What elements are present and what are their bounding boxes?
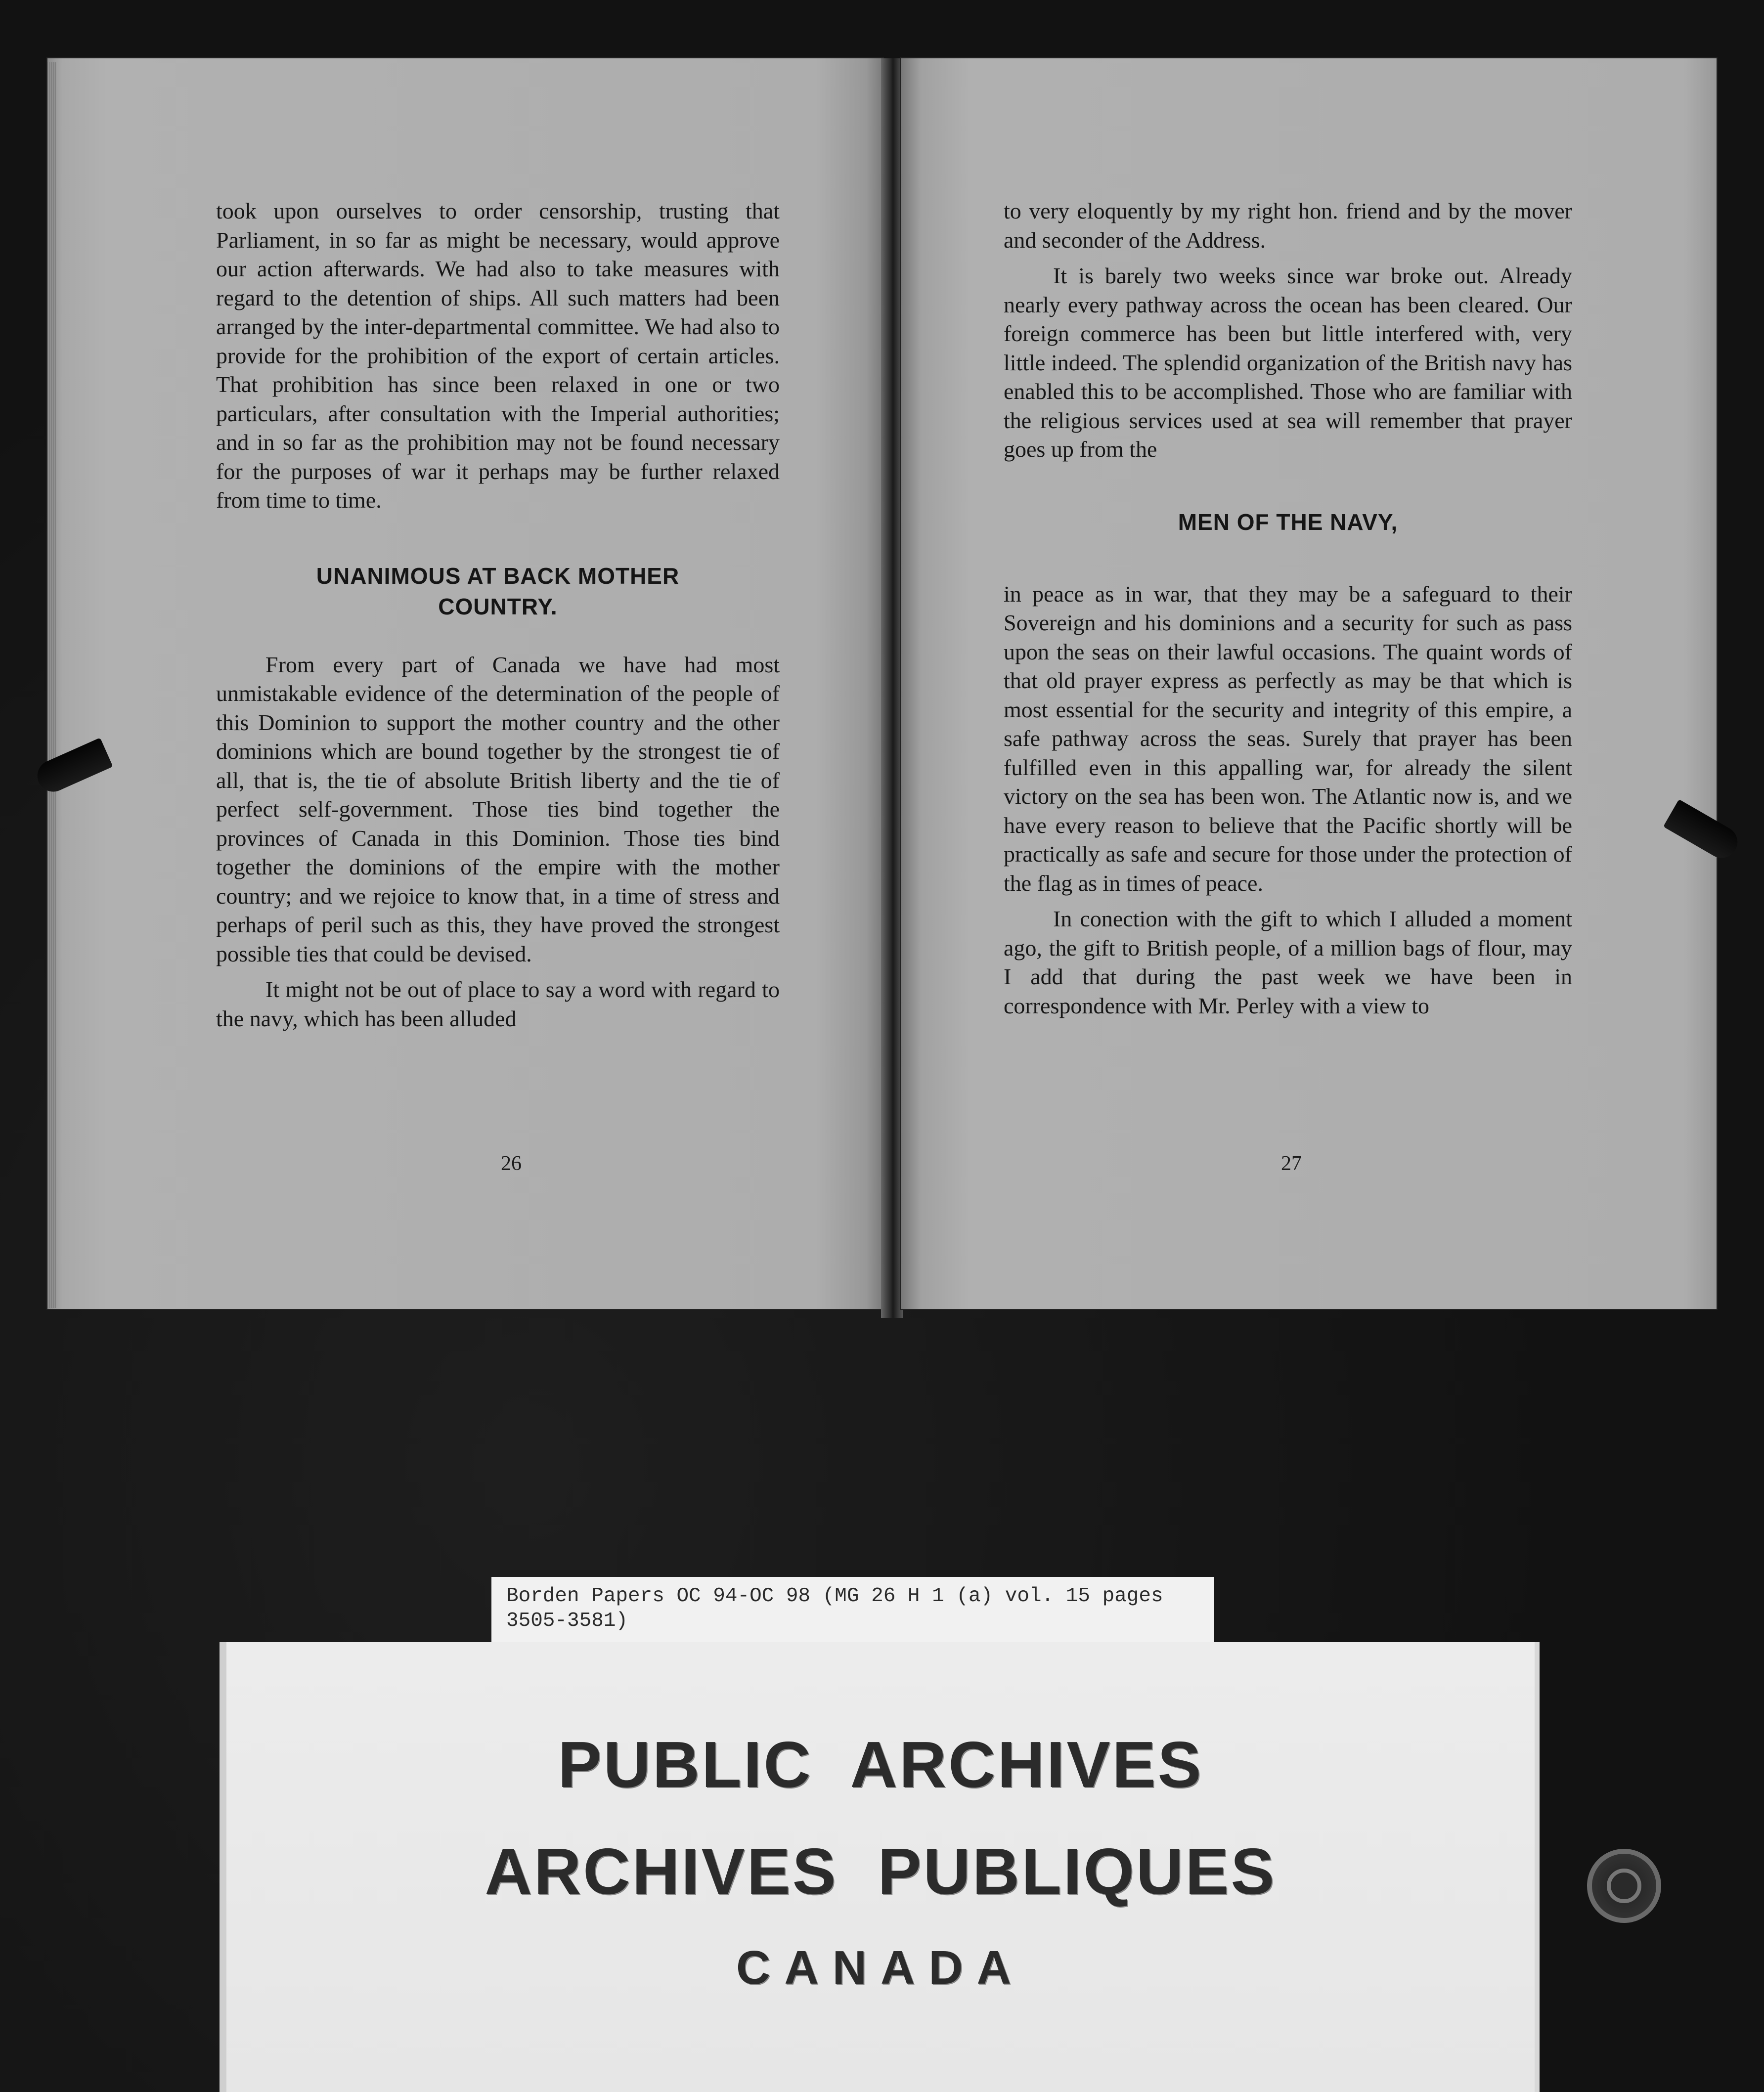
spacer bbox=[1004, 898, 1572, 905]
page-number-right: 27 bbox=[1281, 1152, 1302, 1175]
left-section-heading bbox=[216, 561, 780, 622]
left-heading-line-2: COUNTRY. bbox=[438, 593, 558, 619]
logo-inner-ring bbox=[1607, 1869, 1641, 1903]
left-paragraph-1: took upon ourselves to order censorship, trusting that Parliament, in so far as might be necessary, would approve our action afterwards. We had also to take measures with regard to the detention of ships. All such matters had been arranged by the inter-departmental committee. We had also to provide for the prohibition of the export of certain articles. That prohibition has since been relaxed in one or two particulars, after consultation with the Imperial authorities; and in so far as the prohibition may not be found necessary for the purposes of war it perhaps may be further relaxed from time to time. bbox=[216, 198, 780, 513]
left-heading-line-1: UNANIMOUS AT BACK MOTHER bbox=[316, 563, 680, 589]
spacer bbox=[1004, 464, 1572, 507]
left-paragraph-3: It might not be out of place to say a word with regard to the navy, which has been alluded bbox=[216, 977, 780, 1031]
reference-line-1: Borden Papers OC 94-OC 98 (MG 26 H 1 (a) vol. 15 pages bbox=[506, 1585, 1163, 1608]
archive-card bbox=[220, 1642, 1540, 2092]
right-paragraph-2: It is barely two weeks since war broke out. Already nearly every pathway across the ocean has been cleared. Our foreign commerce has been but little interfered with, very little indeed. The splendid organization of the British navy has enabled this to be accomplished. Those who are familiar with the religious services used at sea will remember that prayer goes up from the bbox=[1004, 263, 1572, 462]
spacer bbox=[1004, 537, 1572, 580]
spacer bbox=[216, 622, 780, 651]
archive-country: CANADA bbox=[736, 1941, 1025, 1994]
archive-title-english: PUBLIC ARCHIVES bbox=[558, 1728, 1203, 1801]
right-paragraph-3: in peace as in war, that they may be a safeguard to their Sovereign and his dominions and a security for such as pass upon the seas on their lawful occasions. The quaint words of that old prayer express as perfectly as may be that which is most essential for the security and integrity of this empire, a safe pathway across the seas. Surely that prayer has been fulfilled even in this appalling war, for already the silent victory on the sea has been won. The Atlantic now is, and we have every reason to believe that the Pacific shortly will be practically as safe and secure for those under the protection of the flag as in times of peace. bbox=[1004, 581, 1572, 896]
right-section-heading: MEN OF THE NAVY, bbox=[1178, 509, 1398, 535]
open-book bbox=[41, 58, 1722, 1318]
spacer bbox=[216, 968, 780, 975]
archives-logo-icon bbox=[1587, 1849, 1661, 1923]
right-paragraph-4: In conection with the gift to which I alluded a moment ago, the gift to British people, of a million bags of flour, may I add that during the past week we have been in correspondence with Mr. Perley with a view to bbox=[1004, 906, 1572, 1018]
book-gutter bbox=[881, 58, 903, 1318]
reference-line-2: 3505-3581) bbox=[506, 1610, 628, 1632]
left-paragraph-2: From every part of Canada we have had most unmistakable evidence of the determination of the people of this Dominion to support the mother country and the other dominions which are bound together by the strongest tie of all, that is, the tie of absolute British liberty and the tie of perfect self-government. Those ties bind together the provinces of Canada in this Dominion. Those ties bind together the dominions of the empire with the mother country; and we rejoice to know that, in a time of stress and perhaps of peril such as this, they have proved the strongest possible ties that could be devised. bbox=[216, 652, 780, 966]
spacer bbox=[1004, 255, 1572, 262]
reference-slip bbox=[491, 1577, 1214, 1642]
page-number-left: 26 bbox=[501, 1152, 522, 1175]
left-page-text bbox=[216, 197, 780, 1033]
right-page-text bbox=[1004, 197, 1572, 1020]
spacer bbox=[216, 515, 780, 561]
archive-title-french: ARCHIVES PUBLIQUES bbox=[485, 1835, 1277, 1908]
right-paragraph-1: to very eloquently by my right hon. friend and by the mover and seconder of the Address. bbox=[1004, 198, 1572, 253]
page-edge bbox=[47, 62, 56, 1308]
